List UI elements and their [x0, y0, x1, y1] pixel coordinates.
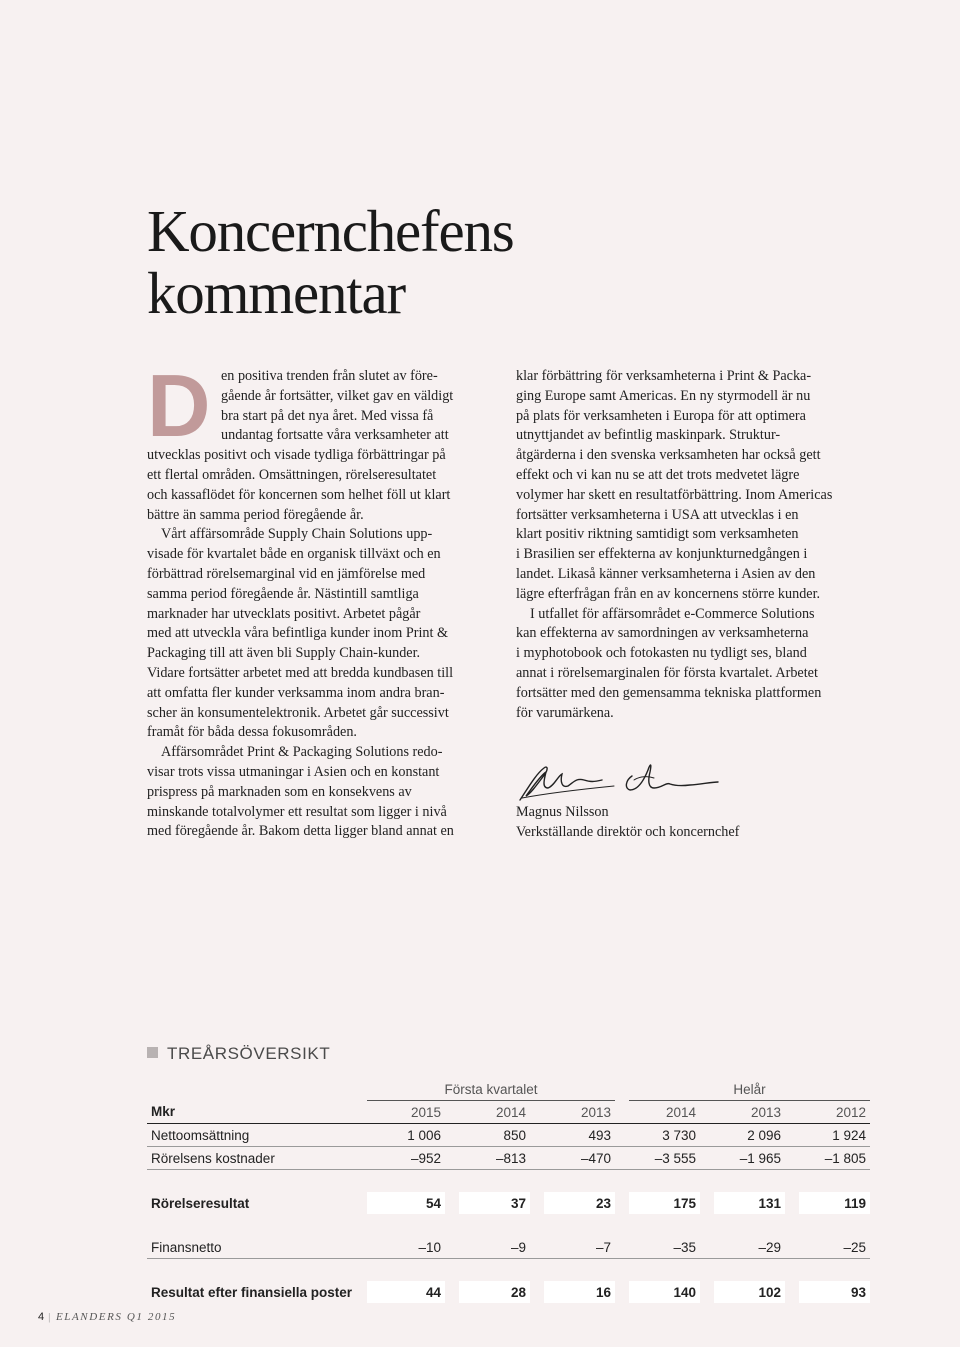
year-header: 2012: [799, 1101, 870, 1124]
table-cell: –10: [367, 1236, 445, 1259]
text-line: lägre efterfrågan från en av koncernens större kunder.: [516, 585, 821, 602]
table-row: [147, 1281, 870, 1303]
text-line: fortsätter med den gemensamma tekniska plattformen: [516, 684, 822, 701]
text-line: en positiva trenden från slutet av före-: [221, 368, 438, 384]
financial-table: [147, 1078, 870, 1303]
text-line: Vidare fortsätter arbetet med att bredda kundbasen till: [147, 664, 454, 681]
table-cell: 175: [629, 1192, 700, 1214]
text-column-right: [516, 367, 876, 723]
text-line: i Brasilien ser effekterna av konjunkturnedgången i: [516, 546, 808, 563]
text-line: volymer har skett en resultatförbättring. Inom Americas: [516, 486, 833, 503]
table-cell: 2 096: [714, 1124, 785, 1147]
page-number: 4: [38, 1311, 45, 1323]
text-line: bra start på det nya året. Med vissa få: [221, 407, 434, 424]
group-header-quarter: Första kvartalet: [367, 1078, 615, 1101]
year-header: 2014: [459, 1101, 530, 1124]
year-header: 2013: [714, 1101, 785, 1124]
table-cell: 93: [799, 1281, 870, 1303]
table-cell: 37: [459, 1192, 530, 1214]
table-row: [147, 1147, 870, 1170]
paragraph-print-packaging: [147, 743, 499, 842]
row-label: Rörelseresultat: [151, 1195, 250, 1211]
table-cell: 850: [459, 1124, 530, 1147]
row-label: Finansnetto: [147, 1236, 367, 1259]
table-cell: –7: [544, 1236, 615, 1259]
year-header: 2014: [629, 1101, 700, 1124]
text-line: annat i rörelsemarginalen för första kvartalet. Arbetet: [516, 664, 818, 681]
table-row: [147, 1192, 870, 1214]
group-header-row: [147, 1078, 870, 1101]
text-line: Packaging till att även bli Supply Chain-kunder.: [147, 645, 421, 662]
table-cell: –35: [629, 1236, 700, 1259]
table-cell: –9: [459, 1236, 530, 1259]
text-line: bättre än samma period föregående år.: [147, 506, 364, 523]
text-line: prispress på marknaden som en konsekvens av: [147, 783, 412, 800]
paragraph-supply-chain: [147, 525, 499, 743]
text-line: marknader har utvecklats positivt. Arbetet pågår: [147, 605, 421, 622]
table-cell: 140: [629, 1281, 700, 1303]
table-cell: 493: [544, 1124, 615, 1147]
signer-block: [516, 803, 739, 843]
year-header-row: [147, 1101, 870, 1124]
row-label: Resultat efter finansiella poster: [151, 1284, 353, 1300]
text-line: minskande totalvolymer ett resultat som ligger i nivå: [147, 803, 447, 820]
table-cell: 54: [367, 1192, 445, 1214]
table-cell: –952: [367, 1147, 445, 1170]
text-line: i myphotobook och fotokasten nu tydligt ses, bland: [516, 645, 807, 662]
text-line: samma period föregående år. Nästintill samtliga: [147, 585, 419, 602]
text-line: på plats för verksamheten i Europa för att optimera: [516, 407, 806, 424]
table-row: [147, 1236, 870, 1259]
text-column-left: [147, 356, 499, 842]
text-line: förbättrad rörelsemarginal vid en jämförelse med: [147, 565, 426, 582]
text-line: ett flertal områden. Omsättningen, rörelseresultatet: [147, 466, 437, 483]
text-line: klar förbättring för verksamheterna i Print & Packa-: [516, 368, 812, 384]
table-cell: 119: [799, 1192, 870, 1214]
table-cell: 1 006: [367, 1124, 445, 1147]
table-cell: 131: [714, 1192, 785, 1214]
page-title: [147, 200, 747, 324]
row-label: Rörelsens kostnader: [147, 1147, 367, 1170]
paragraph-intro: [147, 356, 499, 525]
table-cell: –25: [799, 1236, 870, 1259]
square-bullet-icon: [147, 1047, 158, 1058]
table-cell: –1 805: [799, 1147, 870, 1170]
table-cell: 1 924: [799, 1124, 870, 1147]
table-cell: –3 555: [629, 1147, 700, 1170]
section-heading: [147, 1044, 330, 1064]
text-line: ging Europe samt Americas. En ny styrmodell är nu: [516, 387, 811, 404]
text-line: kan effekterna av samordningen av verksamheterna: [516, 625, 809, 642]
title-line-2: kommentar: [147, 260, 405, 326]
text-line: fortsätter verksamheterna i USA att utvecklas i en: [516, 506, 799, 523]
footer-divider: |: [48, 1311, 52, 1323]
section-title: TREÅRSÖVERSIKT: [167, 1044, 331, 1063]
text-line: åtgärderna i den svenska verksamheten har också gett: [516, 447, 821, 464]
drop-cap: D: [147, 356, 211, 455]
table-cell: 3 730: [629, 1124, 700, 1147]
signer-name: Magnus Nilsson: [516, 804, 609, 820]
text-line: I utfallet för affärsområdet e-Commerce Solutions: [530, 605, 815, 622]
text-line: Vårt affärsområde Supply Chain Solutions upp-: [161, 526, 433, 543]
text-line: visade för kvartalet både en organisk tillväxt och en: [147, 546, 441, 563]
paragraph-ecommerce: [516, 605, 876, 724]
footer-brand: ELANDERS Q1 2015: [55, 1311, 177, 1323]
text-line: scher än konsumentelektronik. Arbetet går successivt: [147, 704, 449, 721]
text-line: gående år fortsätter, vilket gav en väldigt: [221, 387, 454, 404]
table-cell: 102: [714, 1281, 785, 1303]
unit-label: Mkr: [147, 1101, 367, 1124]
table-cell: –470: [544, 1147, 615, 1170]
text-line: med att utveckla våra befintliga kunder inom Print &: [147, 625, 449, 642]
text-line: klart positiv riktning samtidigt som verksamheten: [516, 526, 799, 543]
table-cell: 28: [459, 1281, 530, 1303]
text-line: utnyttjandet av befintlig maskinpark. Struktur-: [516, 427, 781, 444]
table-cell: –1 965: [714, 1147, 785, 1170]
text-line: landet. Likaså känner verksamheterna i Asien av den: [516, 565, 816, 582]
signature-image: [514, 758, 724, 806]
text-line: med föregående år. Bakom detta ligger bland annat en: [147, 823, 454, 840]
table-cell: 23: [544, 1192, 615, 1214]
page-footer: [38, 1311, 176, 1323]
table-cell: 44: [367, 1281, 445, 1303]
title-line-1: Koncernchefens: [147, 198, 514, 264]
table-cell: –29: [714, 1236, 785, 1259]
signer-role: Verkställande direktör och koncernchef: [516, 823, 740, 840]
text-line: undantag fortsatte våra verksamheter att: [221, 427, 449, 444]
text-line: framåt för båda dessa fokusområden.: [147, 724, 357, 741]
text-line: att omfatta fler kunder verksamma inom andra bran-: [147, 684, 445, 701]
text-line: visar trots vissa utmaningar i Asien och en konstant: [147, 763, 440, 780]
text-line: Affärsområdet Print & Packaging Solutions redo-: [161, 744, 443, 761]
text-line: effekt och vi kan nu se att det trots medvetet lägre: [516, 466, 800, 483]
paragraph-continued: [516, 367, 876, 605]
text-line: för varumärkena.: [516, 704, 614, 721]
year-header: 2013: [544, 1101, 615, 1124]
group-header-year: Helår: [629, 1078, 870, 1101]
text-line: utvecklas positivt och visade tydliga förbättringar på: [147, 447, 446, 464]
table-cell: 16: [544, 1281, 615, 1303]
year-header: 2015: [367, 1101, 445, 1124]
row-label: Nettoomsättning: [147, 1124, 367, 1147]
table-row: [147, 1124, 870, 1147]
table-cell: –813: [459, 1147, 530, 1170]
text-line: och kassaflödet för koncernen som helhet föll ut klart: [147, 486, 451, 503]
